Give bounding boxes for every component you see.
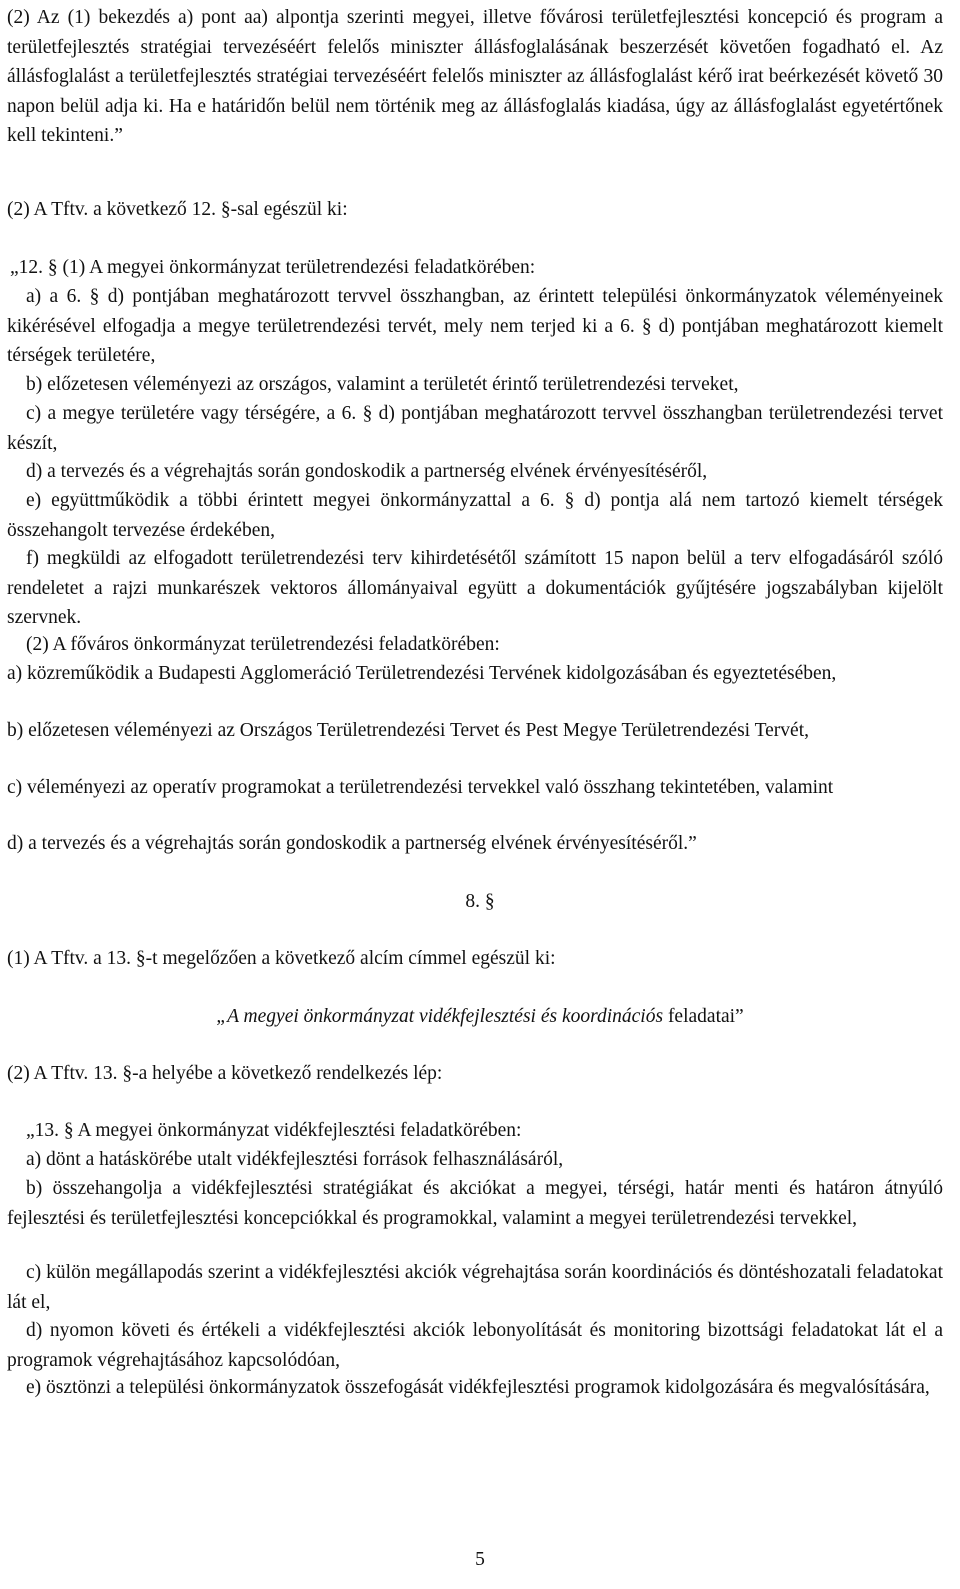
paragraph-12-c: c) a megye területére vagy térségére, a 6. § d) pontjában meghatározott tervvel összhangban területrendezési tervet készít, <box>7 403 943 454</box>
paragraph-13-e: e) ösztönzi a települési önkormányzatok összefogását vidékfejlesztési programok kidolgozására és megvalósítására, <box>26 1377 930 1398</box>
paragraph-12-section-2: (2) A főváros önkormányzat területrendezési feladatkörében: <box>26 634 500 655</box>
paragraph-tftv-12: (2) A Tftv. a következő 12. §-sal egészül ki: <box>7 199 348 220</box>
paragraph-13-a: a) dönt a hatáskörébe utalt vidékfejlesztési források felhasználásáról, <box>26 1149 564 1170</box>
paragraph-12-a: a) a 6. § d) pontjában meghatározott tervvel összhangban, az érintett települési önkormányzatok véleményeinek kikérésével elfogadja a megye területrendezési tervét, mely nem terjed ki a 6. § d) pontjában meghatározott kiemelt térségek területére, <box>7 286 943 367</box>
paragraph-12-b: b) előzetesen véleményezi az országos, valamint a területét érintő területrendezési terveket, <box>26 374 739 395</box>
subtitle-italic: „A megyei önkormányzat vidékfejlesztési és koordinációs <box>216 1006 664 1027</box>
paragraph-13-c: c) külön megállapodás szerint a vidékfejlesztési akciók végrehajtása során koordinációs és döntéshozatali feladatokat lát el, <box>7 1262 943 1313</box>
paragraph-allasfoglalas: (2) Az (1) bekezdés a) pont aa) alpontja szerinti megyei, illetve fővárosi területfejlesztési koncepció és program a területfejlesztés stratégiai tervezéséért felelős miniszter állásfoglalásának beszerzését követően fogadható el. Az állásfoglalást a területfejlesztés stratégiai tervezéséért felelős miniszter az állásfoglalást kérő irat beérkezését követő 30 napon belül adja ki. Ha e határidőn belül nem történik meg az állásfoglalás kiadása, úgy az állásfoglalást egyetértőnek kell tekinteni.” <box>7 7 943 147</box>
paragraph-13-section: „13. § A megyei önkormányzat vidékfejlesztési feladatkörében: <box>26 1120 522 1141</box>
paragraph-8-2: (2) A Tftv. 13. §-a helyébe a következő rendelkezés lép: <box>7 1063 443 1084</box>
paragraph-8-1: (1) A Tftv. a 13. §-t megelőzően a következő alcím címmel egészül ki: <box>7 948 556 969</box>
page-number: 5 <box>475 1549 485 1570</box>
section-heading: 8. § <box>465 891 495 912</box>
paragraph-2-d: d) a tervezés és a végrehajtás során gondoskodik a partnerség elvének érvényesítéséről.” <box>7 833 697 854</box>
subtitle-plain: feladatai” <box>663 1006 744 1027</box>
paragraph-12-d: d) a tervezés és a végrehajtás során gondoskodik a partnerség elvének érvényesítéséről, <box>26 461 708 482</box>
paragraph-12-section-1: „12. § (1) A megyei önkormányzat területrendezési feladatkörében: <box>10 257 536 278</box>
paragraph-2-c: c) véleményezi az operatív programokat a területrendezési tervekkel való összhang tekintetében, valamint <box>7 777 834 798</box>
paragraph-2-a: a) közreműködik a Budapesti Agglomeráció Területrendezési Tervének kidolgozásában és egyeztetésében, <box>7 663 837 684</box>
paragraph-2-b: b) előzetesen véleményezi az Országos Területrendezési Tervet és Pest Megye Területrendezési Tervét, <box>7 720 809 741</box>
subtitle <box>0 1002 960 1032</box>
paragraph-12-e: e) együttműködik a többi érintett megyei önkormányzattal a 6. § d) pontja alá nem tartozó kiemelt térségek összehangolt tervezése érdekében, <box>7 490 943 541</box>
paragraph-12-f: f) megküldi az elfogadott területrendezési terv kihirdetésétől számított 15 napon belül a terv elfogadásáról szóló rendeletet a rajzi munkarészek vektoros állományaival együtt a dokumentációk gyűjtésére jogszabályban kijelölt szervnek. <box>7 548 943 629</box>
paragraph-13-b: b) összehangolja a vidékfejlesztési stratégiákat és akciókat a megyei, térségi, határ menti és határon átnyúló fejlesztési és területfejlesztési koncepciókkal és programokkal, valamint a megyei területrendezési tervekkel, <box>7 1178 943 1229</box>
paragraph-13-d: d) nyomon követi és értékeli a vidékfejlesztési akciók lebonyolítását és monitoring bizottsági feladatokat lát el a programok végrehajtásához kapcsolódóan, <box>7 1320 943 1371</box>
